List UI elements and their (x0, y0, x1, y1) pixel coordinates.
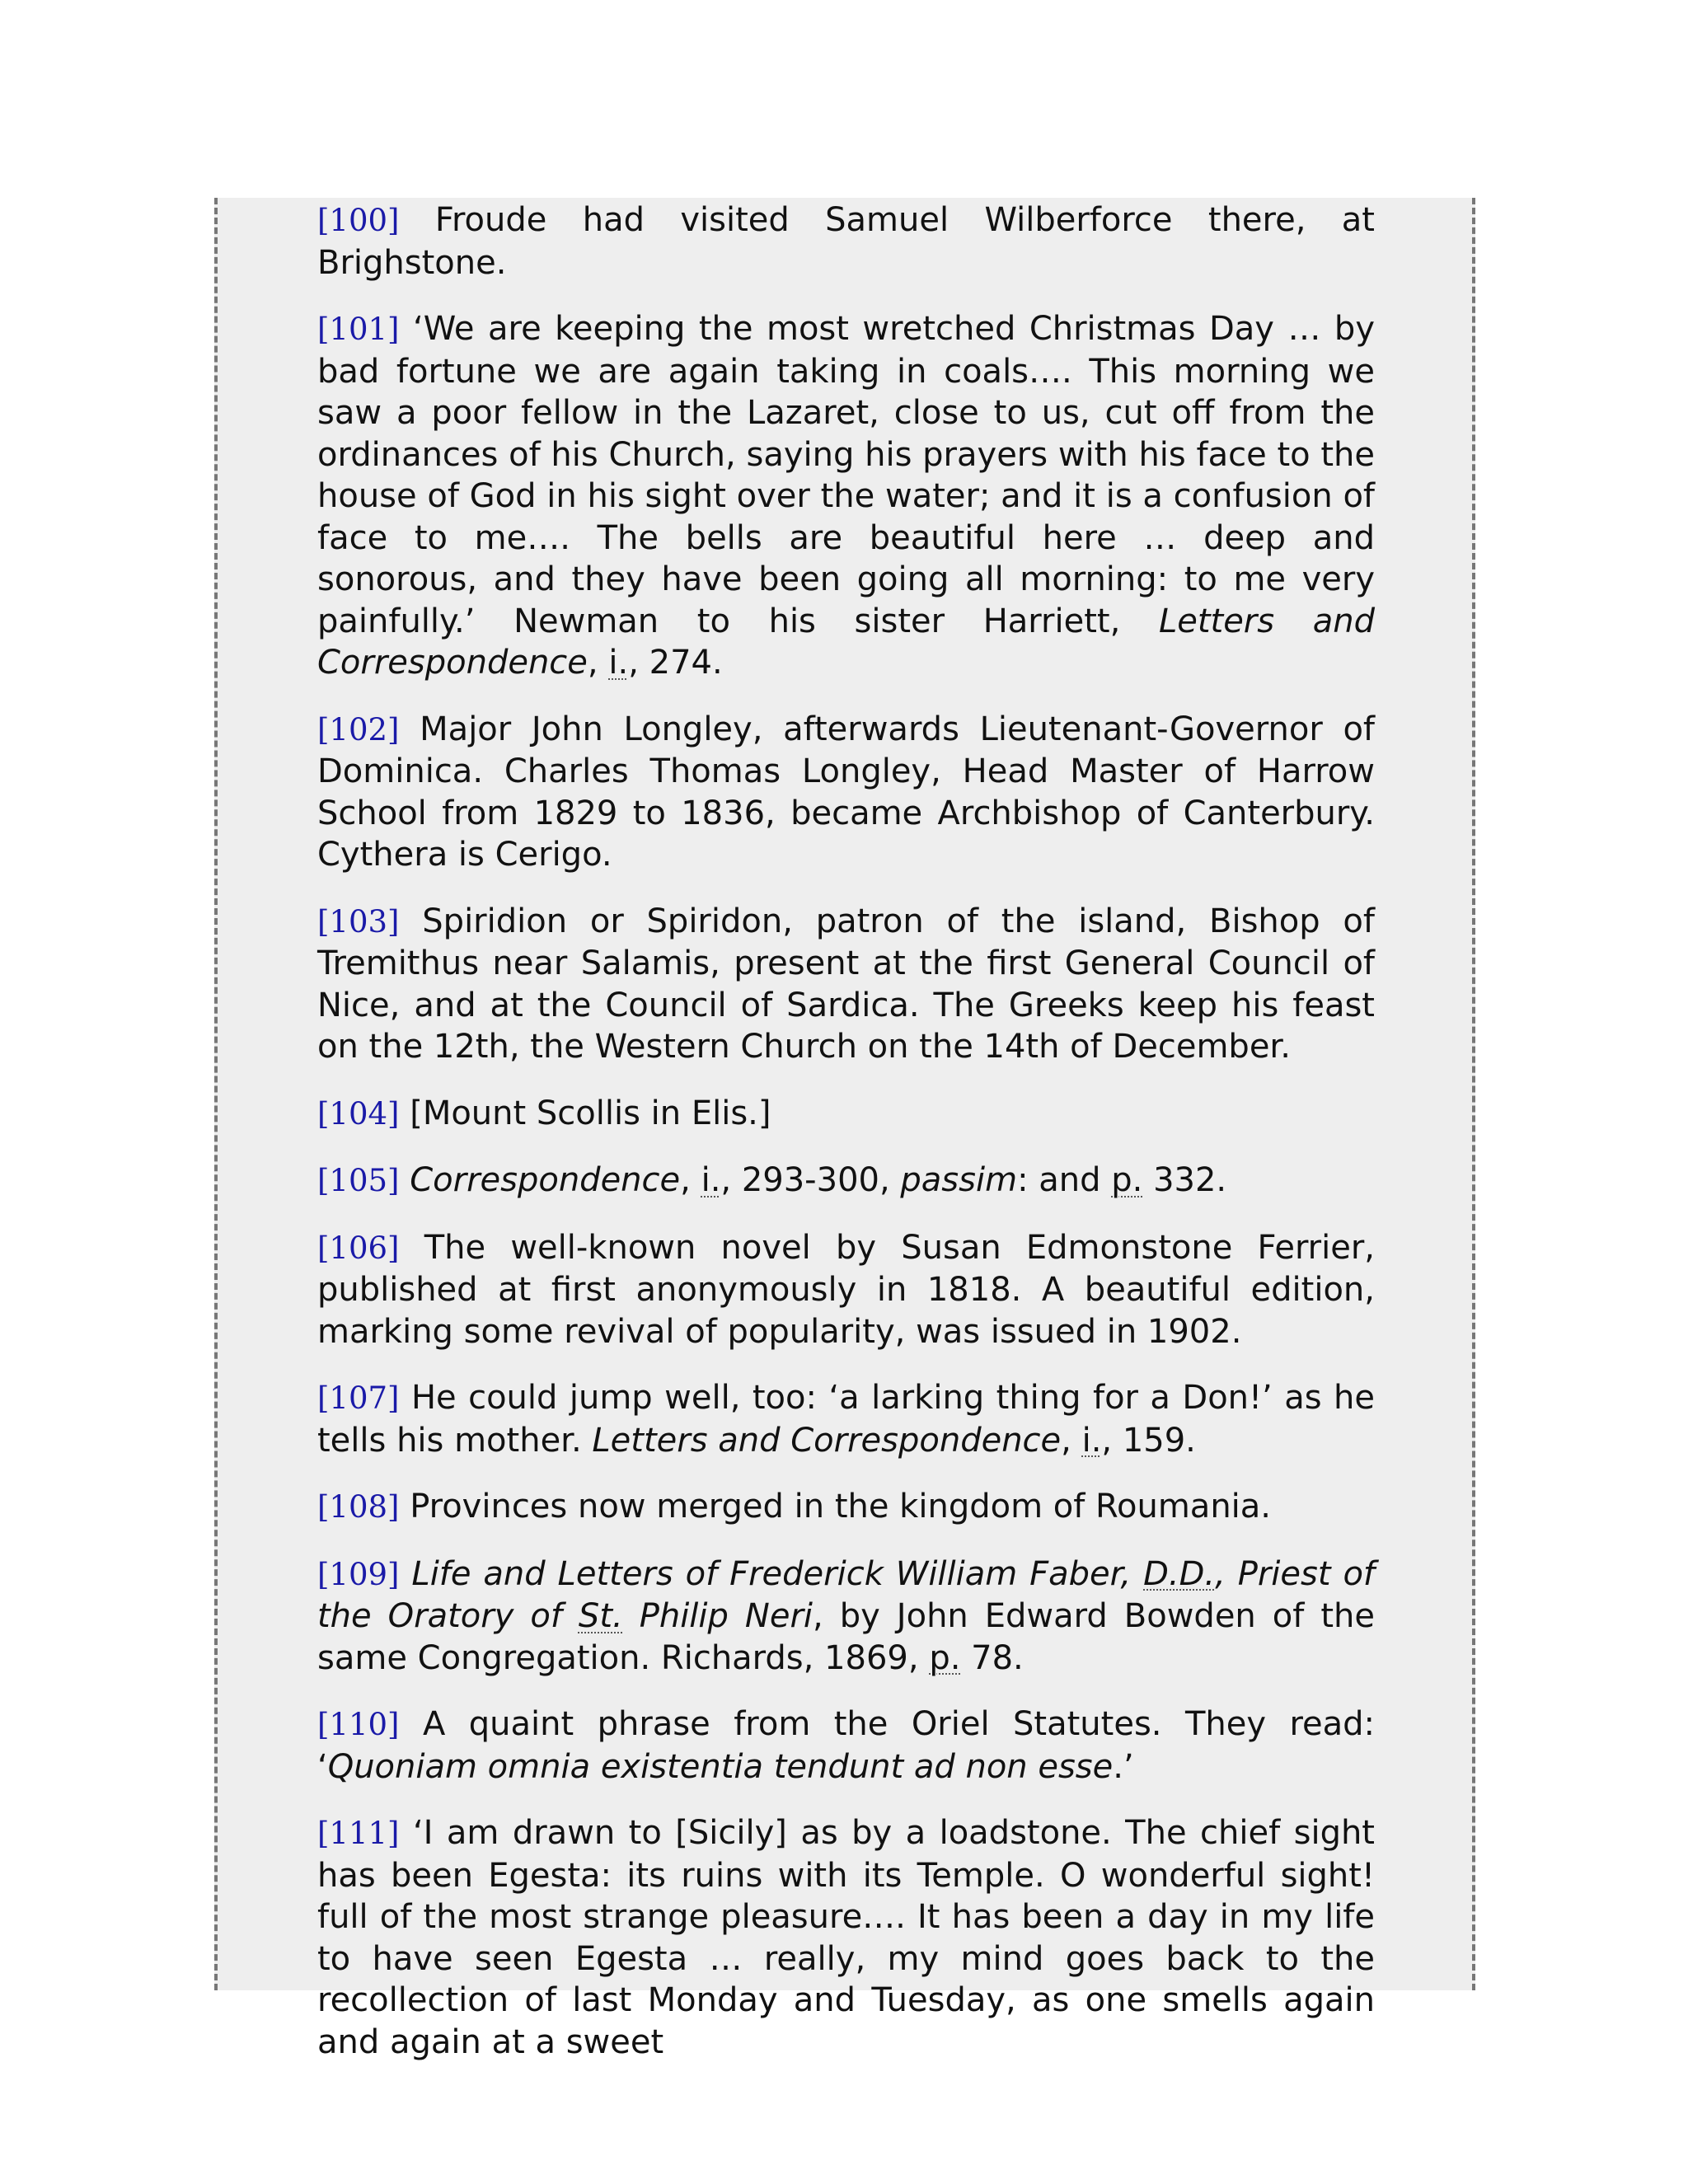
footnote-text: , 274. (628, 644, 723, 682)
footnote-text: Provinces now merged in the kingdom of Roumania. (410, 1488, 1272, 1526)
footnote (317, 1377, 1375, 1461)
footnote-ref-link[interactable]: [110] (317, 1707, 400, 1742)
italic-text: Letters and Correspondence (592, 1421, 1062, 1460)
footnote-text: 78. (960, 1638, 1024, 1677)
footnote-ref-link[interactable]: [105] (317, 1163, 400, 1198)
footnote-ref-link[interactable]: [103] (317, 903, 400, 940)
italic-text: Quoniam omnia existentia tendunt ad non esse (327, 1747, 1114, 1786)
italic-text: Correspondence (410, 1161, 681, 1199)
footnote (317, 1704, 1375, 1788)
abbreviation-italic: D.D. (1143, 1554, 1216, 1593)
footnote-text: [Mount Scollis in Elis.] (410, 1094, 771, 1132)
footnote (317, 1160, 1375, 1202)
footnote-text: 332. (1142, 1161, 1227, 1199)
italic-text: Life and Letters of Frederick William Faber, (411, 1554, 1144, 1593)
footnote-ref-link[interactable]: [108] (317, 1489, 400, 1525)
footnote-text: , by John Edward Bowden of the same Congregation. Richards, 1869, (317, 1597, 1375, 1677)
footnote-text: ‘I am drawn to [Sicily] as by a loadstone. The chief sight has been Egesta: its ruins with its Temple. O wonderful sight! full of the most strange pleasure…. It has been a day in my life to have seen Egesta … really, my mind goes back to the recollection of last Monday and Tuesday, as one smells again and again at a sweet (317, 1814, 1375, 2061)
abbreviation: p. (1111, 1161, 1143, 1199)
footnotes-list (317, 199, 1375, 2088)
footnote-text: The well-known novel by Susan Edmonstone Ferrier, published at first anonymously in 1818. A beautiful edition, marking some revival of popularity, was issued in 1902. (317, 1228, 1376, 1351)
footnote-ref-link[interactable]: [111] (317, 1816, 400, 1851)
footnote-text: Spiridion or Spiridon, patron of the island, Bishop of Tremithus near Salamis, present at the first General Council of Nice, and at the Council of Sardica. The Greeks keep his feast on the 12th, the Western Church on the 14th of December. (317, 902, 1375, 1066)
footnote-text: Froude had visited Samuel Wilberforce there, at Brighstone. (317, 201, 1375, 282)
footnote (317, 1486, 1375, 1529)
footnote-text: , 293-300, (720, 1161, 901, 1199)
footnote-text: , (680, 1161, 701, 1199)
footnote (317, 1554, 1375, 1680)
abbreviation: p. (929, 1638, 961, 1677)
italic-text: , Priest of the Oratory of (317, 1554, 1376, 1635)
footnote (317, 308, 1375, 684)
italic-text: passim (900, 1161, 1018, 1199)
footnote (317, 199, 1375, 284)
footnote-ref-link[interactable]: [101] (317, 312, 400, 347)
footnote-ref-link[interactable]: [102] (317, 711, 400, 748)
footnote (317, 1812, 1375, 2063)
footnote-ref-link[interactable]: [104] (317, 1095, 400, 1132)
footnote (317, 1227, 1375, 1353)
abbreviation: i. (701, 1161, 721, 1199)
footnote-text: , (1061, 1421, 1082, 1460)
footnote-text: Major John Longley, afterwards Lieutenant-Governor of Dominica. Charles Thomas Longley, Head Master of Harrow School from 1829 to 1836, became Archbishop of Canterbury. Cythera is Cerigo. (317, 710, 1375, 874)
footnote-text: He could jump well, too: ‘a larking thing for a Don!’ as he tells his mother. (317, 1379, 1375, 1460)
footnote-text: .’ (1113, 1747, 1134, 1786)
footnote-text: ‘We are keeping the most wretched Christmas Day … by bad fortune we are again taking in coals…. This morning we saw a poor fellow in the Lazaret, close to us, cut off from the ordinances of his Church, saying his prayers with his face to the house of God in his sight over the water; and it is a confusion of face to me…. The bells are beautiful here … deep and sonorous, and they have been going all morning: to me very painfully.’ Newman to his sister Harriett, (317, 310, 1375, 640)
footnote-text: , (587, 644, 609, 682)
footnote-ref-link[interactable]: [106] (317, 1230, 400, 1266)
footnote-text: , 159. (1101, 1421, 1196, 1460)
footnote-text: : and (1017, 1161, 1112, 1199)
italic-text: Letters and Correspondence (317, 602, 1375, 682)
footnote-ref-link[interactable]: [107] (317, 1380, 400, 1416)
footnote-ref-link[interactable]: [109] (317, 1556, 400, 1592)
abbreviation: i. (608, 644, 629, 682)
footnote-text: A quaint phrase from the Oriel Statutes. They read: ‘ (317, 1705, 1376, 1786)
footnote (317, 1093, 1375, 1136)
footnote (317, 709, 1375, 876)
italic-text: Philip Neri (622, 1597, 814, 1635)
abbreviation-italic: St. (578, 1597, 623, 1635)
footnote (317, 901, 1375, 1068)
abbreviation: i. (1081, 1421, 1102, 1460)
footnote-ref-link[interactable]: [100] (317, 203, 400, 238)
